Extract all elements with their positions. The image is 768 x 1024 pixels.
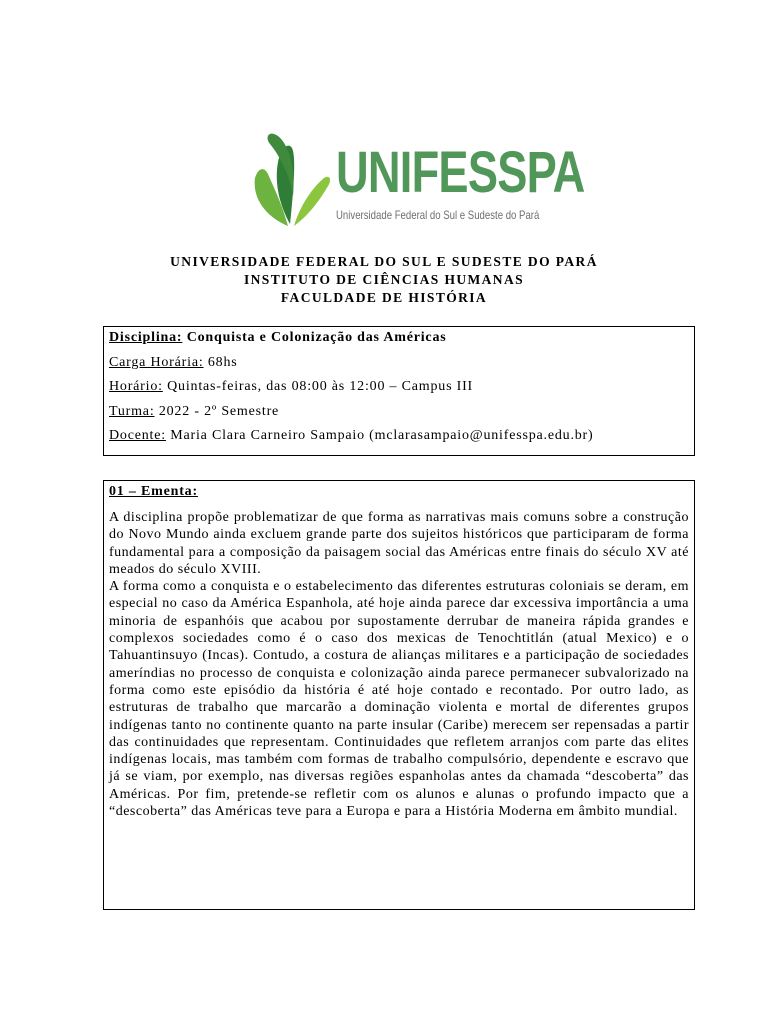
faculty-name: FACULDADE DE HISTÓRIA [280, 290, 488, 305]
university-name: UNIVERSIDADE FEDERAL DO SUL E SUDESTE DO PARÁ [170, 254, 598, 269]
disciplina-label: Disciplina: [109, 330, 183, 345]
logo-wordmark: UNIFESSPA [336, 140, 585, 205]
ementa-paragraph-1: A disciplina propõe problematizar de que forma as narrativas mais comuns sobre a construção do Novo Mundo ainda excluem grande parte dos sujeitos históricos que participaram de forma fundamental para a composição da paisagem social das Américas entre finais do século XV até meados do século XVIII. [109, 510, 689, 577]
disciplina-row [109, 330, 689, 346]
leaf-emblem-icon [250, 126, 332, 230]
ementa-box [103, 480, 695, 910]
docente-value: Maria Clara Carneiro Sampaio (mclarasampaio@unifesspa.edu.br) [170, 428, 594, 443]
disciplina-value: Conquista e Colonização das Américas [186, 330, 447, 345]
institution-header [0, 253, 768, 307]
turma-value: 2022 - 2º Semestre [158, 403, 280, 419]
institute-name: INSTITUTO DE CIÊNCIAS HUMANAS [243, 272, 525, 287]
turma-row [109, 404, 689, 420]
docente-row [109, 428, 689, 444]
course-info-box [103, 326, 695, 456]
ementa-paragraph-2: A forma como a conquista e o estabelecimento das diferentes estruturas coloniais se deram, em especial no caso da América Espanhola, até hoje ainda parece dar excessiva importância a uma minoria de espanhóis que acabou por supostamente derrubar de maneira rápida grandes e complexos sociedades como é o caso dos mexicas de Tenochtitlán (atual Mexico) e o Tahuantinsuyo (Incas). Contudo, a costura de alianças militares e a participação de sociedades ameríndias no processo de conquista e colonização ainda parece permanecer subvalorizado na forma como este episódio da história é até hoje contado e recontado. Por outro lado, as estruturas de trabalho que marcarão a dominação violenta e mortal de diferentes grupos indígenas tanto no continente quanto na parte insular (Caribe) merecem ser repensadas a partir das continuidades que representam. Continuidades que refletem arranjos com parte das elites indígenas locais, mas também com formas de trabalho compulsório, dependente e escravo que já se viam, por exemplo, nas diversas regiões espanholas antes da chamada “descoberta” das Américas. Por fim, pretende-se refletir com os alunos e alunas o profundo impacto que a “descoberta” das Américas teve para a Europa e para a História Moderna em âmbito mundial. [109, 579, 689, 820]
ementa-title: 01 – Ementa: [109, 484, 198, 499]
carga-value: 68hs [207, 354, 238, 370]
unifesspa-logo [250, 126, 585, 226]
horario-row [109, 379, 689, 395]
horario-value: Quintas-feiras, das 08:00 às 12:00 – Campus III [167, 379, 474, 394]
carga-row [109, 355, 689, 371]
logo-tagline: Universidade Federal do Sul e Sudeste do Pará [336, 208, 540, 222]
docente-label: Docente: [109, 428, 166, 443]
turma-label: Turma: [109, 403, 155, 419]
carga-label: Carga Horária: [109, 354, 204, 370]
horario-label: Horário: [109, 379, 163, 394]
